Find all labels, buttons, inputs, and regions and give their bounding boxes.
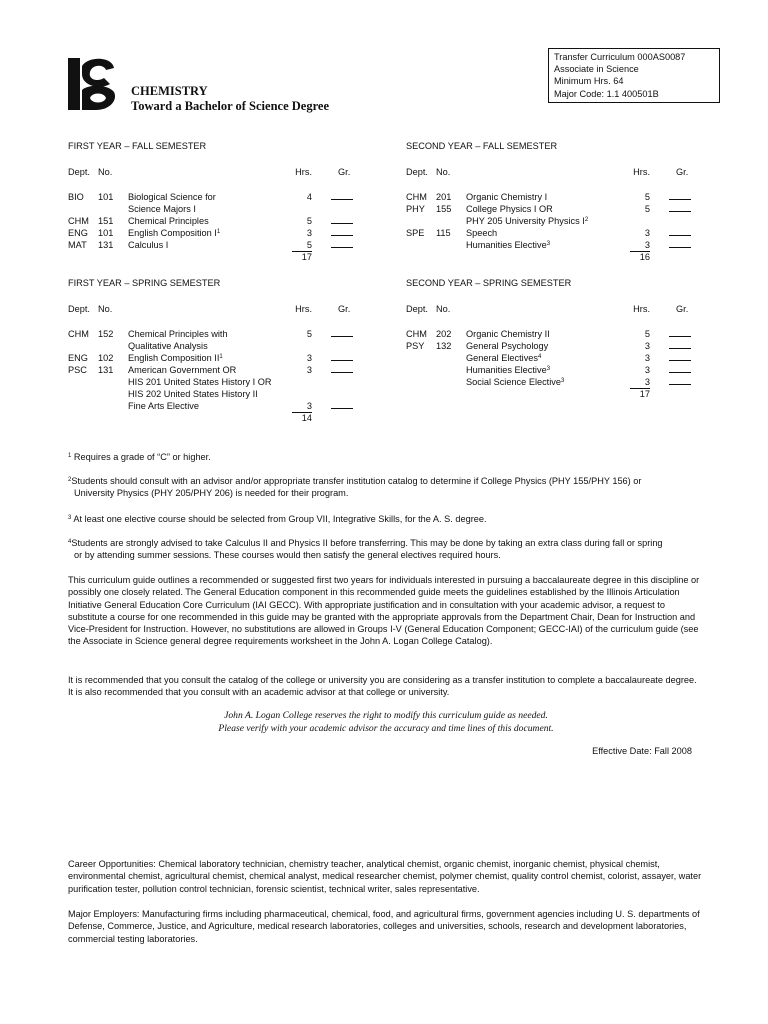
- footnote-marker: 3: [560, 378, 565, 384]
- course-hours: 3: [644, 365, 650, 375]
- semester-first-year-fall: [68, 141, 368, 263]
- course-dept: PHY: [406, 204, 425, 214]
- course-title-text: Humanities Elective: [466, 365, 547, 375]
- dept-header: Dept.: [68, 304, 90, 314]
- course-title: [128, 227, 220, 239]
- course-row: [68, 191, 368, 203]
- curriculum-guide-paragraph: This curriculum guide outlines a recommended or suggested first two years for individuals interested in pursuing a baccalaureate degree in this discipline or possibly one closely related. The General Education component in this recommended guide meets the guidelines established by the Illinois Articulation Initiative General Education Core Curriculum (IAI GECC). With appropriate justification and in consultation with your academic advisor, a request to substitute a course for one recommended in this guide may be granted with the appropriate approvals from the Department Chair, Dean for Instruction and Vice-President for Instruction. However, no substitutions are allowed in Groups I-V (General Education Component; GECC-IAI) of the curriculum guide (see the Associate in Science general degree requirements worksheet in the John A. Logan College Catalog).: [68, 575, 700, 647]
- grade-blank: [669, 376, 691, 385]
- grade-blank: [331, 364, 353, 373]
- course-hours: 3: [292, 400, 312, 413]
- hours-header: Hrs.: [633, 167, 650, 177]
- hours-header: Hrs.: [295, 167, 312, 177]
- grade-header: Gr.: [676, 304, 689, 314]
- course-title: [128, 203, 196, 215]
- semester-title: SECOND YEAR – FALL SEMESTER: [406, 141, 558, 151]
- grade-blank: [331, 191, 353, 200]
- major-employers: Major Employers: Manufacturing firms including pharmaceutical, chemical, food, and agricultural firms, government agencies including U. S. departments of Defense, Commerce, Justice, and Agriculture, medical research laboratories, colleges and universities, schools, research and development laboratories, commercial testing laboratories.: [68, 909, 700, 944]
- course-dept: PSC: [68, 365, 87, 375]
- course-row: [68, 352, 368, 364]
- course-title: [128, 215, 209, 227]
- semester-total: [68, 412, 368, 424]
- disclaimer: [68, 710, 704, 735]
- grade-blank: [669, 364, 691, 373]
- course-title: [466, 376, 564, 388]
- course-hours: 5: [644, 192, 650, 202]
- course-hours: 5: [644, 204, 650, 214]
- semester-title: FIRST YEAR – FALL SEMESTER: [68, 141, 207, 151]
- footnote-marker: 1: [68, 453, 72, 459]
- course-title: [128, 191, 216, 203]
- footnote-marker: 4: [538, 354, 542, 360]
- course-list: [68, 328, 368, 412]
- column-headers: [406, 167, 706, 179]
- footnote-4: [68, 537, 698, 562]
- footnote-marker: 3: [546, 366, 551, 372]
- semester-title: SECOND YEAR – SPRING SEMESTER: [406, 278, 572, 288]
- grade-blank: [669, 328, 691, 337]
- course-number: 202: [436, 329, 452, 339]
- curriculum-code: Transfer Curriculum 000AS0087: [554, 52, 686, 62]
- course-title-text: English Composition II: [128, 353, 220, 363]
- course-dept: CHM: [406, 329, 427, 339]
- course-title-text: Calculus I: [128, 240, 169, 250]
- course-number: 131: [98, 365, 114, 375]
- course-title: [466, 203, 553, 215]
- semester-first-year-spring: [68, 278, 368, 424]
- course-list: [68, 191, 368, 251]
- course-row: [406, 215, 706, 227]
- course-dept: ENG: [68, 353, 88, 363]
- course-row: [406, 376, 706, 388]
- number-header: No.: [98, 167, 113, 177]
- course-title: [128, 376, 271, 388]
- semester-second-year-spring: [406, 278, 706, 400]
- course-dept: CHM: [68, 216, 89, 226]
- course-title: [128, 239, 168, 251]
- course-row: [406, 191, 706, 203]
- total-hours: 17: [301, 252, 312, 262]
- grade-header: Gr.: [676, 167, 689, 177]
- course-hours: 5: [306, 216, 312, 226]
- course-hours: 3: [630, 376, 650, 389]
- course-title-text: Organic Chemistry II: [466, 329, 550, 339]
- program-name: CHEMISTRY: [131, 84, 208, 98]
- dept-header: Dept.: [68, 167, 90, 177]
- grade-blank: [669, 227, 691, 236]
- course-row: [68, 227, 368, 239]
- semester-total: [68, 251, 368, 263]
- course-row: [68, 364, 368, 376]
- course-title: [466, 191, 547, 203]
- course-list: [406, 191, 706, 251]
- course-hours: 3: [644, 353, 650, 363]
- course-title-text: English Composition I: [128, 228, 217, 238]
- course-row: [406, 352, 706, 364]
- degree-type: Associate in Science: [554, 64, 639, 75]
- course-hours: 3: [306, 228, 312, 238]
- grade-blank: [669, 340, 691, 349]
- course-title: [128, 328, 228, 340]
- course-title-text: HIS 202 United States History II: [128, 389, 258, 399]
- career-opportunities: Career Opportunities: Chemical laboratory technician, chemistry teacher, analytical chemist, organic chemist, inorganic chemist, physical chemist, environmental chemist, agricultural chemist, chemical analyst, medical researcher chemist, polymer chemist, quality control chemist, colorist, assayer, water purification tester, pollution control technician, forensic scientist, technical writer, sales representative.: [68, 859, 702, 894]
- number-header: No.: [98, 304, 113, 314]
- curriculum-info-box: [548, 48, 720, 103]
- course-number: 132: [436, 341, 452, 351]
- course-number: 115: [436, 228, 451, 238]
- course-title-text: College Physics I OR: [466, 204, 553, 214]
- course-number: 131: [98, 240, 114, 250]
- course-title-text: Social Science Elective: [466, 377, 561, 387]
- course-title-text: Biological Science for: [128, 192, 216, 202]
- course-number: 155: [436, 204, 452, 214]
- footnote-text: Requires a grade of “C” or higher.: [73, 452, 211, 462]
- grade-blank: [669, 352, 691, 361]
- course-dept: BIO: [68, 192, 84, 202]
- course-row: [68, 388, 368, 400]
- effective-date: Effective Date: Fall 2008: [592, 746, 692, 756]
- footnote-3: [68, 513, 698, 525]
- course-row: [68, 328, 368, 340]
- course-title-text: General Electives: [466, 353, 539, 363]
- program-subtitle: Toward a Bachelor of Science Degree: [131, 99, 329, 113]
- course-list: [406, 328, 706, 388]
- course-title: [466, 364, 550, 376]
- minimum-hours: Minimum Hrs. 64: [554, 76, 624, 87]
- course-title-text: Science Majors I: [128, 204, 196, 214]
- course-title: [466, 239, 550, 251]
- course-title: [466, 227, 497, 239]
- grade-header: Gr.: [338, 304, 351, 314]
- footnote-marker: 3: [546, 241, 551, 247]
- course-dept: MAT: [68, 240, 87, 250]
- footnote-marker: 2: [584, 217, 589, 223]
- course-row: [406, 328, 706, 340]
- course-hours: 5: [306, 329, 312, 339]
- transfer-recommendation-paragraph: It is recommended that you consult the catalog of the college or university you are considering as a transfer institution to complete a baccalaureate degree. It is also recommended that you consult with an academic advisor at that college or university.: [68, 675, 697, 698]
- course-dept: SPE: [406, 228, 425, 238]
- course-title-text: Qualitative Analysis: [128, 341, 208, 351]
- semester-total: [406, 388, 706, 400]
- course-title-text: General Psychology: [466, 341, 549, 351]
- course-row: [406, 203, 706, 215]
- course-title: [128, 352, 223, 364]
- course-title-text: Chemical Principles with: [128, 329, 228, 339]
- footnote-text-continued: University Physics (PHY 205/PHY 206) is needed for their program.: [74, 488, 349, 499]
- course-number: 151: [98, 216, 114, 226]
- hours-header: Hrs.: [633, 304, 650, 314]
- grade-header: Gr.: [338, 167, 351, 177]
- course-title-text: Organic Chemistry I: [466, 192, 548, 202]
- course-title-text: PHY 205 University Physics I: [466, 216, 585, 226]
- course-number: 201: [436, 192, 452, 202]
- course-row: [68, 340, 368, 352]
- course-title: [128, 364, 236, 376]
- course-hours: 5: [644, 329, 650, 339]
- footnote-marker: 1: [216, 229, 221, 235]
- grade-blank: [669, 191, 691, 200]
- course-title: [128, 340, 208, 352]
- course-hours: 4: [306, 192, 312, 202]
- course-title: [466, 340, 548, 352]
- disclaimer-line-1: John A. Logan College reserves the right to modify this curriculum guide as needed.: [224, 710, 548, 721]
- course-hours: 3: [306, 365, 312, 375]
- disclaimer-line-2: Please verify with your academic advisor the accuracy and time lines of this document.: [218, 722, 554, 734]
- course-dept: ENG: [68, 228, 88, 238]
- total-hours: 16: [639, 252, 650, 262]
- footnote-marker: 1: [219, 354, 223, 360]
- grade-blank: [669, 239, 691, 248]
- number-header: No.: [436, 304, 451, 314]
- course-title: [128, 388, 258, 400]
- course-row: [68, 239, 368, 251]
- footnote-1: [68, 451, 698, 463]
- college-logo: [68, 56, 118, 110]
- semester-total: [406, 251, 706, 263]
- course-hours: 3: [644, 228, 650, 238]
- course-dept: CHM: [68, 329, 89, 339]
- course-title-text: Speech: [466, 228, 498, 238]
- grade-blank: [331, 400, 353, 409]
- grade-blank: [331, 239, 353, 248]
- column-headers: [68, 167, 368, 179]
- grade-blank: [331, 328, 353, 337]
- course-row: [406, 227, 706, 239]
- course-row: [406, 364, 706, 376]
- number-header: No.: [436, 167, 451, 177]
- dept-header: Dept.: [406, 304, 428, 314]
- course-title-text: Fine Arts Elective: [128, 401, 199, 411]
- footnote-text: Students are strongly advised to take Calculus II and Physics II before transferring. This may be done by taking an extra class during fall or spring: [71, 538, 663, 548]
- grade-blank: [331, 352, 353, 361]
- grade-blank: [331, 215, 353, 224]
- footnote-marker: 4: [68, 539, 72, 545]
- course-title: [466, 328, 550, 340]
- footnote-text: At least one elective course should be selected from Group VII, Integrative Skills, for the A. S. degree.: [73, 514, 487, 524]
- course-number: 152: [98, 329, 114, 339]
- major-code: Major Code: 1.1 400501B: [554, 88, 659, 99]
- course-hours: 5: [292, 239, 312, 252]
- dept-header: Dept.: [406, 167, 428, 177]
- course-number: 102: [98, 353, 114, 363]
- footnote-marker: 3: [68, 515, 72, 521]
- course-row: [68, 203, 368, 215]
- course-row: [68, 400, 368, 412]
- course-number: 101: [98, 228, 114, 238]
- course-title-text: HIS 201 United States History I OR: [128, 377, 272, 387]
- hours-header: Hrs.: [295, 304, 312, 314]
- grade-blank: [331, 227, 353, 236]
- course-title: [128, 400, 199, 412]
- footnote-marker: 2: [68, 477, 72, 483]
- total-hours: 14: [301, 413, 312, 423]
- course-hours: 3: [630, 239, 650, 252]
- course-dept: CHM: [406, 192, 427, 202]
- course-row: [68, 215, 368, 227]
- course-title-text: Chemical Principles: [128, 216, 209, 226]
- course-hours: 3: [306, 353, 312, 363]
- course-row: [406, 340, 706, 352]
- document-title: [131, 84, 329, 114]
- footnote-text: Students should consult with an advisor and/or appropriate transfer institution catalog to determine if College Physics (PHY 155/PHY 156) or: [71, 476, 642, 486]
- column-headers: [68, 304, 368, 316]
- semester-second-year-fall: [406, 141, 706, 263]
- course-title: [466, 215, 588, 227]
- course-dept: PSY: [406, 341, 425, 351]
- grade-blank: [669, 203, 691, 212]
- semester-title: FIRST YEAR – SPRING SEMESTER: [68, 278, 221, 288]
- course-number: 101: [98, 192, 114, 202]
- footnote-2: [68, 475, 698, 500]
- course-hours: 3: [644, 341, 650, 351]
- course-title-text: American Government OR: [128, 365, 237, 375]
- footnote-text-continued: or by attending summer sessions. These courses would then satisfy the general electives required hours.: [74, 550, 501, 561]
- column-headers: [406, 304, 706, 316]
- course-title: [466, 352, 541, 364]
- total-hours: 17: [639, 389, 650, 399]
- course-title-text: Humanities Elective: [466, 240, 547, 250]
- course-row: [406, 239, 706, 251]
- course-row: [68, 376, 368, 388]
